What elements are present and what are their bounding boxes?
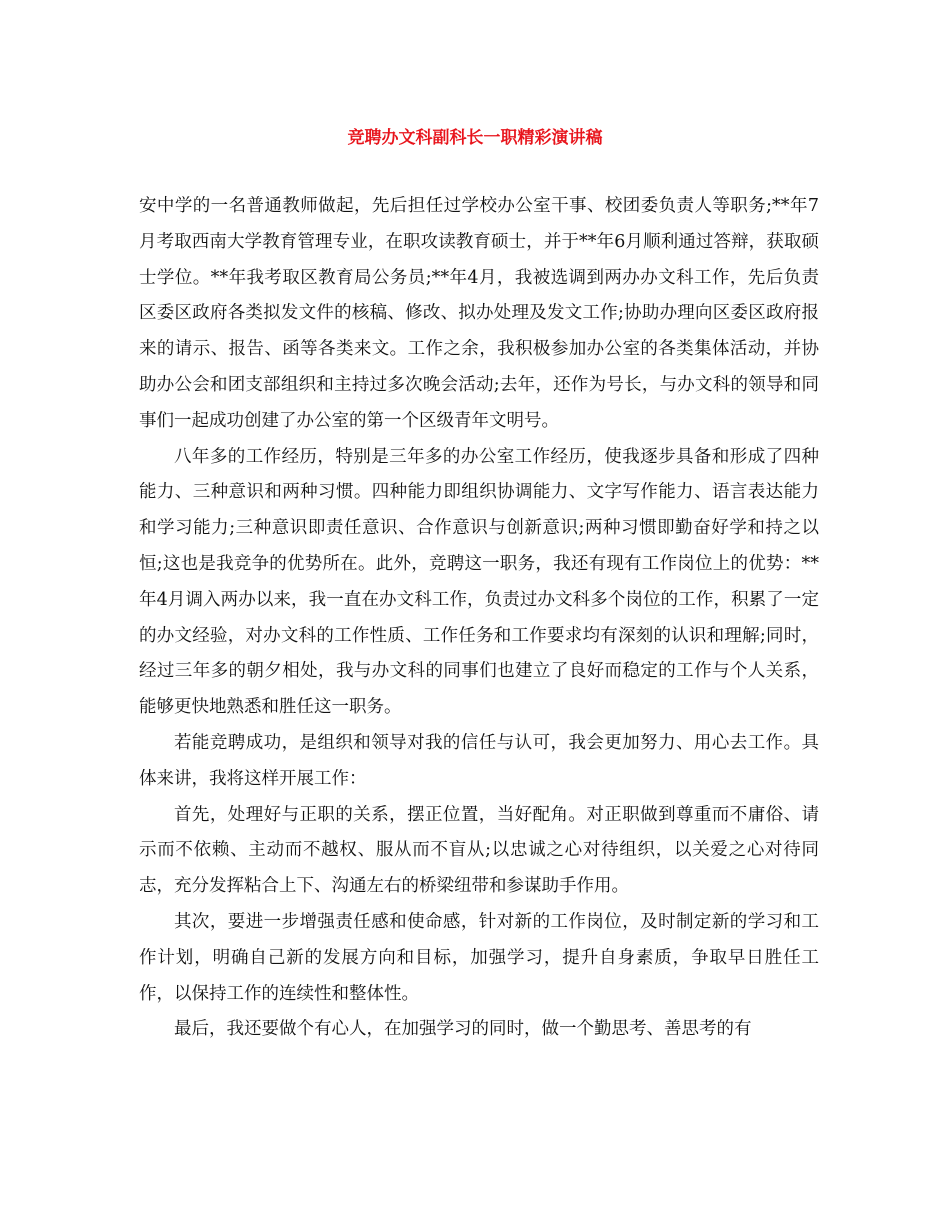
document-body bbox=[139, 189, 819, 1048]
paragraph-3: 若能竞聘成功，是组织和领导对我的信任与认可，我会更加努力、用心去工作。具体来讲，我将这样开展工作： bbox=[139, 732, 819, 789]
paragraph-6: 最后，我还要做个有心人，在加强学习的同时，做一个勤思考、善思考的有 bbox=[174, 1019, 752, 1040]
document-title: 竞聘办文科副科长一职精彩演讲稿 bbox=[347, 128, 603, 148]
paragraph-2: 八年多的工作经历，特别是三年多的办公室工作经历，使我逐步具备和形成了四种能力、三种意识和两种习惯。四种能力即组织协调能力、文字写作能力、语言表达能力和学习能力;三种意识即责任意识、合作意识与创新意识;两种习惯即勤奋好学和持之以恒;这也是我竞争的优势所在。此外，竞聘这一职务，我还有现有工作岗位上的优势：**年4月调入两办以来，我一直在办文科工作，负责过办文科多个岗位的工作，积累了一定的办文经验，对办文科的工作性质、工作任务和工作要求均有深刻的认识和理解;同时，经过三年多的朝夕相处，我与办文科的同事们也建立了良好而稳定的工作与个人关系，能够更快地熟悉和胜任这一职务。 bbox=[139, 446, 819, 718]
paragraph-5: 其次，要进一步增强责任感和使命感，针对新的工作岗位，及时制定新的学习和工作计划，明确自己新的发展方向和目标，加强学习，提升自身素质，争取早日胜任工作，以保持工作的连续性和整体性。 bbox=[139, 911, 819, 1004]
paragraph-4: 首先，处理好与正职的关系，摆正位置，当好配角。对正职做到尊重而不庸俗、请示而不依赖、主动而不越权、服从而不盲从;以忠诚之心对待组织，以关爱之心对待同志，充分发挥粘合上下、沟通左右的桥梁纽带和参谋助手作用。 bbox=[139, 804, 819, 897]
paragraph-1: 安中学的一名普通教师做起，先后担任过学校办公室干事、校团委负责人等职务;**年7月考取西南大学教育管理专业，在职攻读教育硕士，并于**年6月顺利通过答辩，获取硕士学位。**年我考取区教育局公务员;**年4月，我被选调到两办办文科工作，先后负责区委区政府各类拟发文件的核稿、修改、拟办处理及发文工作;协助办理向区委区政府报来的请示、报告、函等各类来文。工作之余，我积极参加办公室的各类集体活动，并协助办公会和团支部组织和主持过多次晚会活动;去年，还作为号长，与办文科的领导和同事们一起成功创建了办公室的第一个区级青年文明号。 bbox=[139, 196, 819, 431]
